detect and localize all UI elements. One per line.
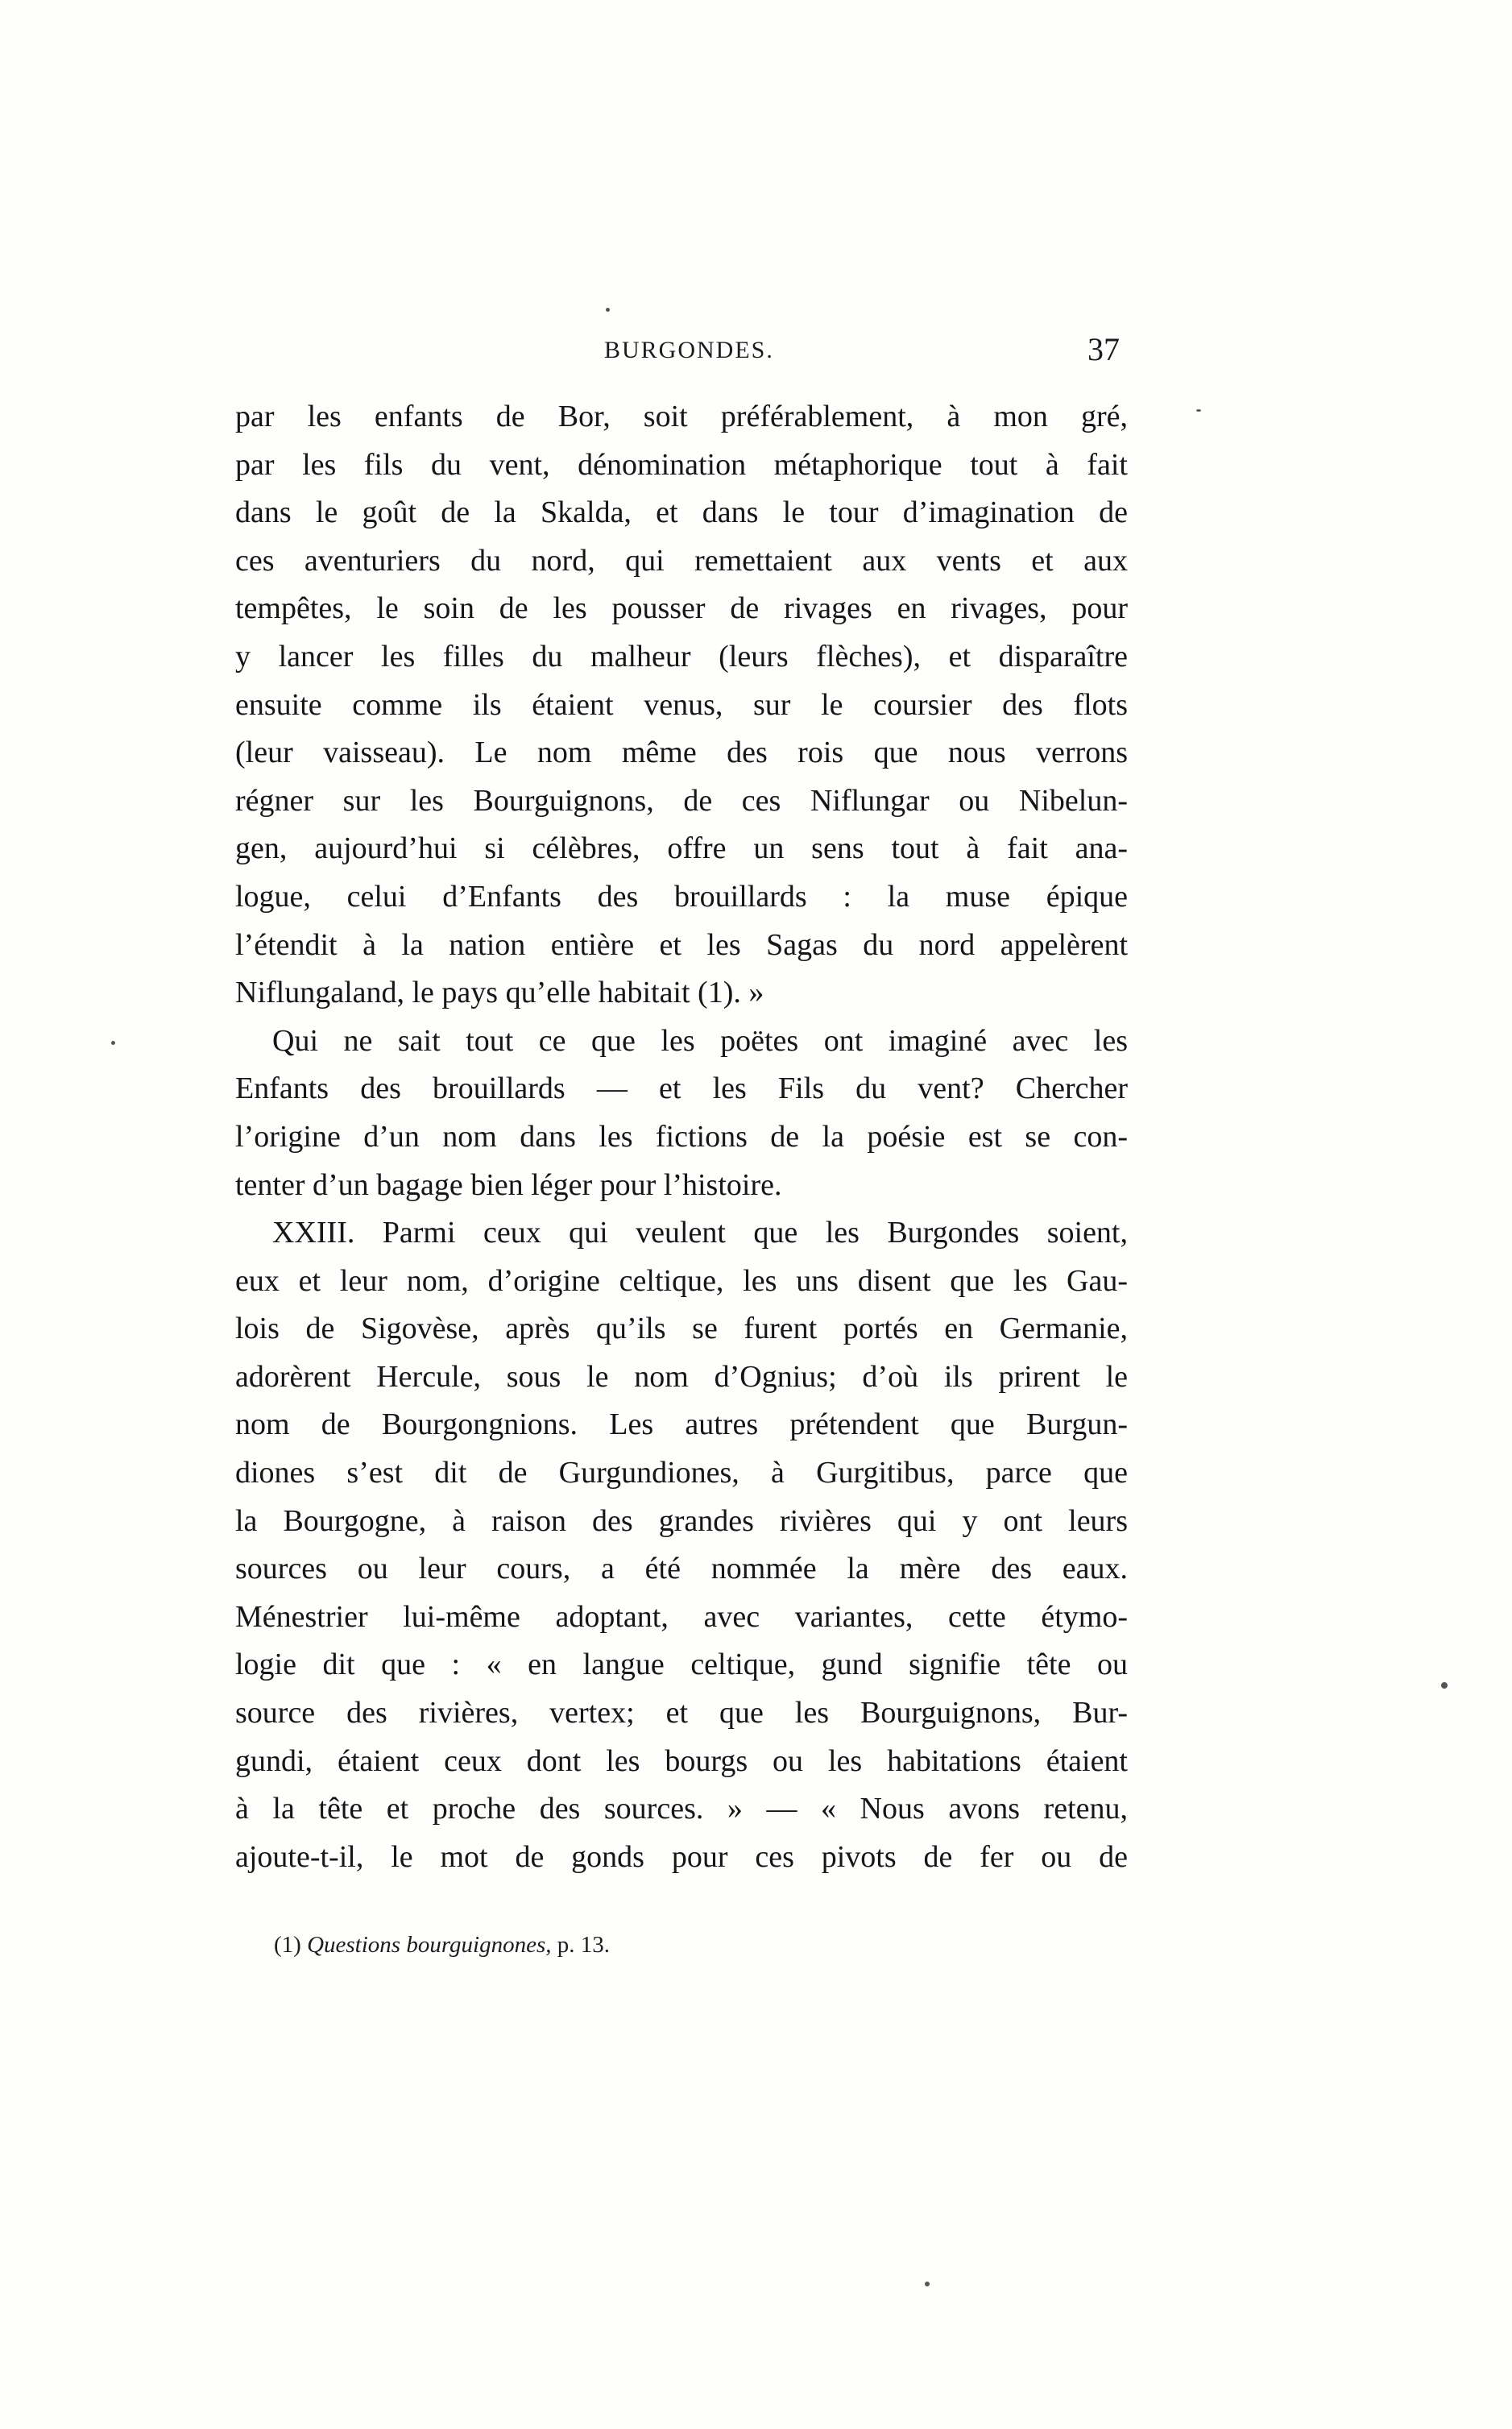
text-line: Niflungaland, le pays qu’elle habitait (1). » [235, 976, 764, 1010]
text-line: logie dit que : « en langue celtique, gund signifie tête ou [235, 1648, 1128, 1682]
speck [111, 1041, 115, 1045]
text-line: ces aventuriers du nord, qui remettaient aux vents et aux [235, 543, 1128, 578]
speck [925, 2282, 930, 2286]
footnote [274, 1932, 1079, 1959]
text-line: adorèrent Hercule, sous le nom d’Ognius; d’où ils prirent le [235, 1359, 1128, 1394]
text-line: ensuite comme ils étaient venus, sur le coursier des flots [235, 687, 1128, 722]
text-line: eux et leur nom, d’origine celtique, les uns disent que les Gau- [235, 1263, 1128, 1298]
footnote-page: p. 13. [557, 1932, 611, 1958]
text-line: gen, aujourd’hui si célèbres, offre un sens tout à fait ana- [235, 831, 1128, 866]
text-line: lois de Sigovèse, après qu’ils se furent portés en Germanie, [235, 1312, 1128, 1346]
text-line: sources ou leur cours, a été nommée la mère des eaux. [235, 1552, 1128, 1586]
text-line: dans le goût de la Skalda, et dans le tour d’imagination de [235, 495, 1128, 530]
text-line: tenter d’un bagage bien léger pour l’histoire. [235, 1167, 782, 1202]
footnote-title: Questions bourguignones, [307, 1932, 552, 1958]
running-title: BURGONDES. [604, 337, 774, 363]
text-line: l’étendit à la nation entière et les Sagas du nord appelèrent [235, 927, 1128, 962]
page-number: 37 [1087, 331, 1120, 367]
footnote-marker: (1) [274, 1932, 301, 1958]
text-line: Ménestrier lui-même adoptant, avec variantes, cette étymo- [235, 1599, 1128, 1634]
text-line: par les fils du vent, dénomination métaphorique tout à fait [235, 447, 1128, 482]
text-line: à la tête et proche des sources. » — « Nous avons retenu, [235, 1792, 1128, 1826]
text-line: gundi, étaient ceux dont les bourgs ou les habitations étaient [235, 1743, 1128, 1778]
text-line: logue, celui d’Enfants des brouillards : la muse épique [235, 879, 1128, 914]
text-line: l’origine d’un nom dans les fictions de la poésie est se con- [235, 1119, 1128, 1154]
text-line: source des rivières, vertex; et que les Bourguignons, Bur- [235, 1696, 1128, 1731]
speck [1196, 409, 1201, 412]
running-head [234, 330, 1120, 379]
text-line: la Bourgogne, à raison des grandes rivières qui y ont leurs [235, 1503, 1128, 1538]
text-line: y lancer les filles du malheur (leurs flèches), et disparaître [235, 639, 1128, 674]
text-line: diones s’est dit de Gurgundiones, à Gurgitibus, parce que [235, 1456, 1128, 1490]
text-line: nom de Bourgongnions. Les autres prétendent que Burgun- [235, 1407, 1128, 1442]
speck [1441, 1682, 1448, 1689]
text-line: ajoute-t-il, le mot de gonds pour ces pivots de fer ou de [235, 1839, 1128, 1874]
text-line: tempêtes, le soin de les pousser de rivages en rivages, pour [235, 591, 1128, 626]
speck [606, 308, 610, 312]
text-line: par les enfants de Bor, soit préférablement, à mon gré, [235, 400, 1128, 433]
text-line: (leur vaisseau). Le nom même des rois que nous verrons [235, 736, 1128, 770]
section-start-line: XXIII. Parmi ceux qui veulent que les Burgondes soient, [272, 1216, 1128, 1250]
body-text [235, 393, 1128, 1881]
text-line: Enfants des brouillards — et les Fils du vent? Chercher [235, 1071, 1128, 1106]
paragraph-start-line: Qui ne sait tout ce que les poëtes ont imaginé avec les [272, 1023, 1128, 1058]
text-line: régner sur les Bourguignons, de ces Niflungar ou Nibelun- [235, 783, 1128, 818]
